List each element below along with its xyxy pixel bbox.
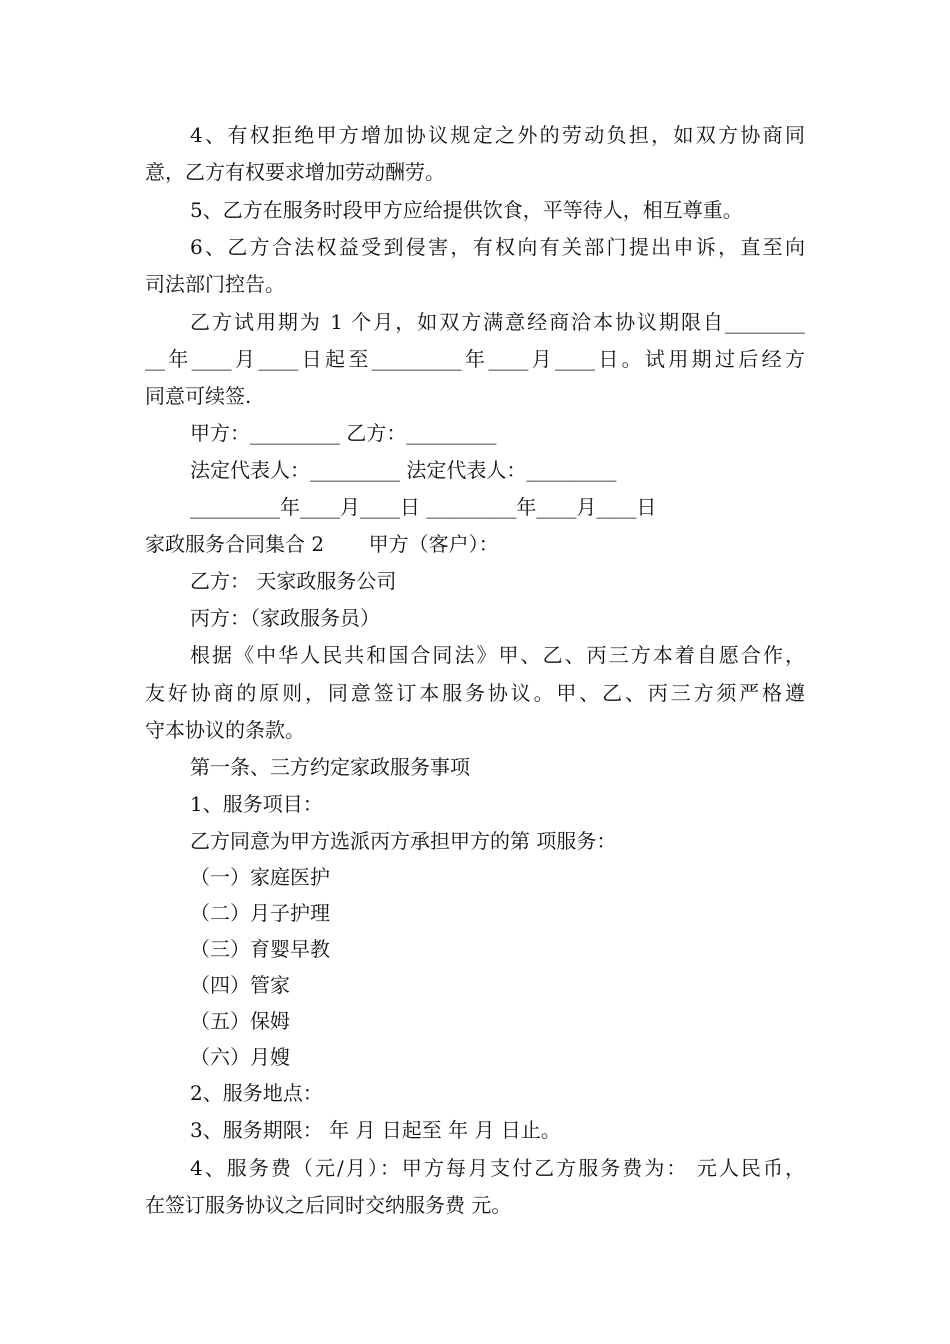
text-line: 甲方：_________ 乙方：_________	[190, 421, 497, 445]
text-line: 5、乙方在服务时段甲方应给提供饮食，平等待人，相互尊重。	[190, 198, 743, 222]
text-line: 3、服务期限： 年 月 日起至 年 月 日止。	[190, 1118, 561, 1142]
text-line: _________年____月____日 _________年____月____日	[190, 495, 657, 519]
list-item: （一）家庭医护	[190, 865, 330, 889]
text-line: 司法部门控告。	[145, 272, 285, 296]
text-line: 在签订服务协议之后同时交纳服务费 元。	[145, 1193, 512, 1217]
text-line: 根据《中华人民共和国合同法》甲、乙、丙三方本着自愿合作，	[190, 643, 805, 667]
text-line: 法定代表人：_________ 法定代表人：_________	[190, 458, 617, 482]
text-line: 乙方试用期为 1 个月，如双方满意经商洽本协议期限自________	[190, 310, 805, 334]
text-line: 意，乙方有权要求增加劳动酬劳。	[145, 160, 445, 184]
text-line: 友好协商的原则，同意签订本服务协议。甲、乙、丙三方须严格遵	[145, 681, 805, 705]
list-item: （二）月子护理	[190, 901, 330, 925]
text-line: 第一条、三方约定家政服务事项	[190, 755, 470, 779]
text-line: 乙方同意为甲方选派丙方承担甲方的第 项服务：	[190, 829, 617, 853]
text-line: 4、服务费（元/月）：甲方每月支付乙方服务费为： 元人民币，	[190, 1156, 805, 1180]
text-line: __年____月____日起至_________年____月____日。试用期过后经方	[145, 347, 805, 371]
text-line: 1、服务项目：	[190, 792, 323, 816]
text-line: 4、有权拒绝甲方增加协议规定之外的劳动负担，如双方协商同	[190, 123, 805, 147]
text-line: 乙方： 天家政服务公司	[190, 569, 397, 593]
text-line: 丙方：（家政服务员）	[190, 606, 380, 630]
section-heading: 家政服务合同集合 2 甲方（客户）：	[145, 532, 499, 556]
list-item: （五）保姆	[190, 1009, 290, 1033]
text-line: 2、服务地点：	[190, 1081, 323, 1105]
list-item: （六）月嫂	[190, 1045, 290, 1069]
text-line: 同意可续签.	[145, 384, 252, 408]
list-item: （三）育婴早教	[190, 937, 330, 961]
list-item: （四）管家	[190, 973, 290, 997]
text-line: 6、乙方合法权益受到侵害，有权向有关部门提出申诉，直至向	[190, 235, 805, 259]
text-line: 守本协议的条款。	[145, 718, 305, 742]
